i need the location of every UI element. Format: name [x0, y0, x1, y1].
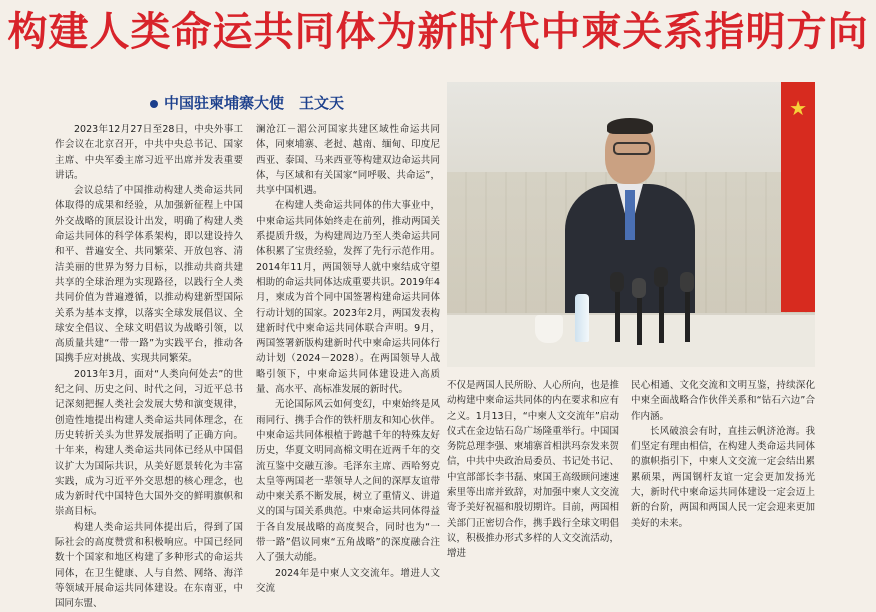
paragraph: 在构建人类命运共同体的伟大事业中，中柬命运共同体始终走在前列，推动两国关系提质升级，为构建周边乃至人类命运共同体积累了宝贵经验，发挥了先行示范作用。2014年11月，两国领导人就中柬结成守望相助的命运共同体达成重要共识。2019年4月，柬成为首个同中国签署构建命运共同体行动计划的国家。2023年2月，两国发表构建新时代中柬命运共同体联合声明。9月，两国签署新版构建新时代中柬命运共同体行动计划（2024－2028）。在两国领导人战略引领下，中柬命运共同体建设进入高质量、高水平、高标准发展的新时代。 [256, 200, 440, 396]
photo-table [447, 313, 815, 367]
water-bottle-icon [575, 294, 589, 342]
paragraph: 2024年是中柬人文交流年。增进人文交流 [256, 567, 440, 594]
article-column-1 [55, 122, 243, 610]
glasses-icon [613, 142, 651, 155]
paragraph: 会议总结了中国推动构建人类命运共同体取得的成果和经验，从加强新征程上中国外交战略的顶层设计出发，明确了构建人类命运共同体的科学体系架构，即以建设持久和平、普遍安全、共同繁荣、开放包容、清洁美丽的世界为努力目标，以推动共商共建共享的全球治理为实现路径，以践行全人类共同价值为普遍遵循，以推动构建新型国际关系为基本支撑，以落实全球发展倡议、全球安全倡议、全球文明倡议为战略引领，以高质量共建“一带一路”为实践平台，推动各国携手应对挑战、实现共同繁荣。 [55, 185, 243, 365]
byline [150, 92, 344, 113]
person-tie [625, 190, 635, 240]
headline: 构建人类命运共同体为新时代中柬关系指明方向 [7, 9, 869, 55]
article-column-2 [256, 122, 440, 594]
paragraph-continued: 不仅是两国人民所盼、人心所向，也是推动构建中柬命运共同体的内在要求和应有之义。1月13日，“中柬人文交流年”启动仪式在金边钻石岛广场隆重举行。中国国务院总理李强、柬埔寨首相洪玛奈发来贺信，中共中央政治局委员、书记处书记、中宣部部长李书磊、柬国王高级顾问速速索里等出席并致辞，对加强中柬人文交流寄予美好祝福和殷切期许。目前，两国相关部门正密切合作，携手践行全球文明倡议，积极推办形式多样的人文交流活动，增进 [447, 380, 619, 560]
cup-icon [535, 315, 563, 343]
person-hair [607, 118, 653, 134]
ambassador-photo [447, 82, 815, 367]
paragraph: 2013年3月，面对“人类向何处去”的世纪之问、历史之问、时代之问，习近平总书记深刻把握人类社会发展大势和演变规律，创造性地提出构建人类命运共同体理念，在历史转折关头为世界发展指明了正确方向。十年来，构建人类命运共同体已经从中国倡议扩大为国际共识，从美好愿景转化为丰富实践，成为习近平外交思想的核心理念，也成为新时代中国特色大国外交的鲜明旗帜和崇高目标。 [55, 368, 243, 518]
chinese-flag [781, 82, 815, 312]
microphone-icon [632, 278, 646, 298]
paragraph: 长风破浪会有时，直挂云帆济沧海。我们坚定有理由相信，在构建人类命运共同体的旗帜指引下，中柬人文交流一定会结出累累硕果，两国钢杆友谊一定会更加发扬光大，新时代中柬命运共同体建设一定会迈上新的台阶，两国和两国人民一定会迎来更加美好的未来。 [631, 425, 815, 529]
bullet-dot-icon [150, 100, 158, 108]
article-column-4 [631, 378, 815, 529]
byline-text: 中国驻柬埔寨大使 王文天 [164, 94, 345, 112]
microphone-icon [680, 272, 694, 292]
paragraph-continued: 民心相通、文化交流和文明互鉴，持续深化中柬全面战略合作伙伴关系和“钻石六边”合作内涵。 [631, 380, 815, 422]
star-icon: ★ [789, 96, 807, 120]
microphone-icon [610, 272, 624, 292]
paragraph: 2023年12月27日至28日，中央外事工作会议在北京召开，中共中央总书记、国家主席、中央军委主席习近平出席并发表重要讲话。 [55, 124, 243, 181]
microphone-icon [654, 267, 668, 287]
paragraph: 无论国际风云如何变幻，中柬始终是风雨同行、携手合作的铁杆朋友和知心伙伴。中柬命运共同体根植于跨越千年的特殊友好历史，华夏文明同高棉文明在近两千年的交流互鉴中交融互渗。毛泽东主席、西哈努克太皇等两国老一辈领导人之间的深厚友谊带动中柬关系不断发展，树立了重情义、讲道义的国与国关系典范。中柬命运共同体得益于各自发展战略的高度契合，同时也为“一带一路”倡议同柬“五角战略”的深度融合注入了强大动能。 [256, 399, 440, 564]
paragraph: 构建人类命运共同体提出后，得到了国际社会的高度赞赏和积极响应。中国已经同数十个国家和地区构建了多种形式的命运共同体，在卫生健康、人与自然、网络、海洋等领域开展命运共同体建设。在东南亚，中国同东盟、 [55, 521, 243, 610]
article-column-3 [447, 378, 619, 560]
paragraph-continued: 澜沧江－湄公河国家共建区域性命运共同体，同柬埔寨、老挝、越南、缅甸、印度尼西亚、泰国、马来西亚等构建双边命运共同体，与区域和有关国家“同呼吸、共命运”，共享中国机遇。 [256, 124, 440, 197]
